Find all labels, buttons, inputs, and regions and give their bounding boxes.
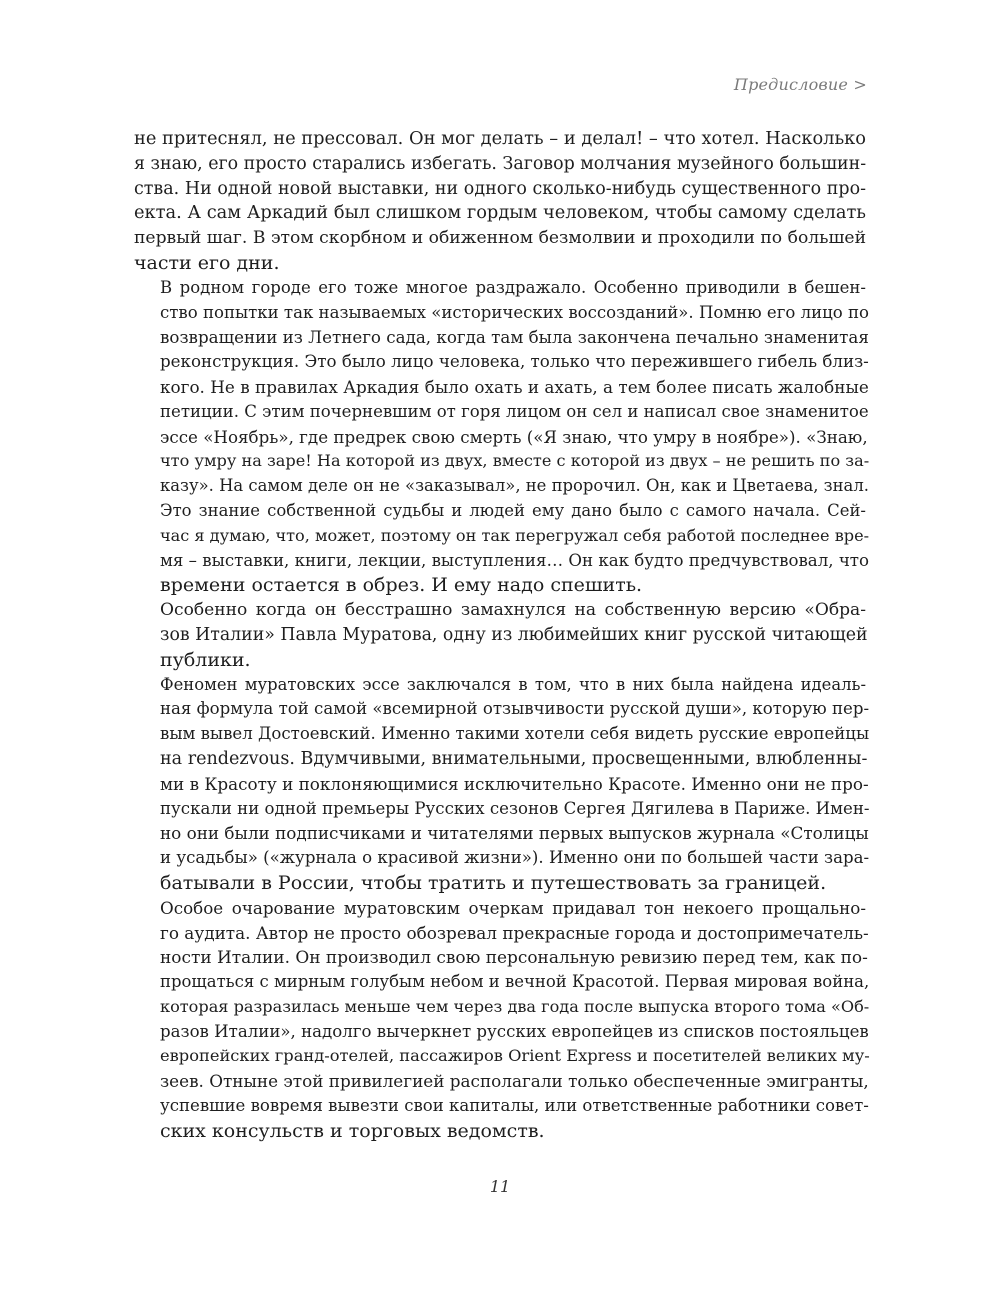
paragraph-1 <box>134 127 866 276</box>
text-line: Особое очарование муратовским очеркам придавал тон некоего прощально- <box>160 897 866 918</box>
text-line: которая разразилась меньше чем через два года после выпуска второго тома «Об- <box>160 996 870 1016</box>
text-line: части его дни. <box>134 251 280 274</box>
text-line: зеев. Отныне этой привилегией располагали только обеспеченные эмигранты, <box>160 1071 869 1092</box>
text-line: екта. А сам Аркадий был слишком гордым человеком, чтобы самому сделать <box>134 202 866 224</box>
text-line: пускали ни одной премьеры Русских сезонов Сергея Дягилева в Париже. Имен- <box>160 798 870 818</box>
text-line: успевшие вовремя вывезти свои капиталы, или ответственные работники совет- <box>160 1096 869 1116</box>
text-line: времени остается в обрез. И ему надо спешить. <box>160 574 643 597</box>
text-line: ство попытки так называемых «исторических воссозданий». Помню его лицо по <box>160 302 869 322</box>
text-line: Особенно когда он бесстрашно замахнулся на собственную версию «Обра- <box>160 600 866 621</box>
text-line: на rendezvous. Вдумчивыми, внимательными, просвещенными, влюбленны- <box>160 748 868 769</box>
paragraph-6 <box>134 896 870 1144</box>
text-line: возвращении из Летнего сада, когда там была закончена печально знаменитая <box>160 327 869 348</box>
text-line: ства. Ни одной новой выставки, ни одного сколько-нибудь существенного про- <box>134 178 866 199</box>
text-line: и усадьбы» («журнала о красивой жизни»). Именно они по большей части зара- <box>160 848 870 868</box>
text-line: публики. <box>160 648 251 671</box>
text-line: кого. Не в правилах Аркадия было охать и ахать, а тем более писать жалобные <box>160 376 869 397</box>
text-line: реконструкция. Это было лицо человека, только что пережившего гибель близ- <box>160 352 869 372</box>
body-text <box>134 127 870 1144</box>
text-line: батывали в России, чтобы тратить и путешествовать за границей. <box>160 871 827 894</box>
text-line: зов Италии» Павла Муратова, одну из любимейших книг русской читающей <box>160 624 868 645</box>
text-line: казу». На самом деле он не «заказывал», не пророчил. Он, как и Цветаева, знал. <box>160 476 869 496</box>
paragraph-3 <box>134 499 870 598</box>
text-line: мя – выставки, книги, лекции, выступления… Он как будто предчувствовал, что <box>160 550 869 570</box>
text-line: час я думаю, что, может, поэтому он так перегружал себя работой последнее вре- <box>160 525 870 545</box>
text-line: вым вывел Достоевский. Именно такими хотели себя видеть русские европейцы <box>160 724 870 744</box>
text-line: ности Италии. Он производил свою персональную ревизию перед тем, как по- <box>160 947 868 968</box>
text-line: я знаю, его просто старались избегать. Заговор молчания музейного большин- <box>134 153 867 174</box>
text-line: ских консульств и торговых ведомств. <box>160 1119 545 1142</box>
text-line: ми в Красоту и поклоняющимися исключительно Красоте. Именно они не про- <box>160 773 869 794</box>
running-title: Предисловие > <box>733 75 867 94</box>
text-line: петиции. С этим почерневшим от горя лицом он сел и написал свое знаменитое <box>160 401 869 421</box>
paragraph-2 <box>134 276 870 499</box>
page-number: 11 <box>489 1177 511 1196</box>
text-line: Это знание собственной судьбы и людей ему дано было с самого начала. Сей- <box>160 500 866 520</box>
text-line: европейских гранд-отелей, пассажиров Orient Express и посетителей великих му- <box>160 1046 870 1066</box>
paragraph-5 <box>134 673 870 896</box>
paragraph-4 <box>134 598 866 672</box>
text-line: эссе «Ноябрь», где предрек свою смерть («Я знаю, что умру в ноябре»). «Знаю, <box>160 426 868 447</box>
text-line: В родном городе его тоже многое раздражало. Особенно приводили в бешен- <box>160 277 866 297</box>
text-line: но они были подписчиками и читателями первых выпусков журнала «Столицы <box>160 823 869 844</box>
text-line: Феномен муратовских эссе заключался в том, что в них была найдена идеаль- <box>160 674 866 694</box>
text-line: разов Италии», надолго вычеркнет русских европейцев из списков постояльцев <box>160 1021 869 1041</box>
text-line: ная формула той самой «всемирной отзывчивости русской души», которую пер- <box>160 699 870 719</box>
text-line: прощаться с мирным голубым небом и вечной Красотой. Первая мировая война, <box>160 972 870 992</box>
text-line: первый шаг. В этом скорбном и обиженном безмолвии и проходили по большей <box>134 228 866 249</box>
text-line: что умру на заре! На которой из двух, вместе с которой из двух – не решить по за- <box>160 451 870 471</box>
text-line: не притеснял, не прессовал. Он мог делать – и делал! – что хотел. Насколько <box>134 128 866 149</box>
text-line: го аудита. Автор не просто обозревал прекрасные города и достопримечатель- <box>160 922 869 943</box>
